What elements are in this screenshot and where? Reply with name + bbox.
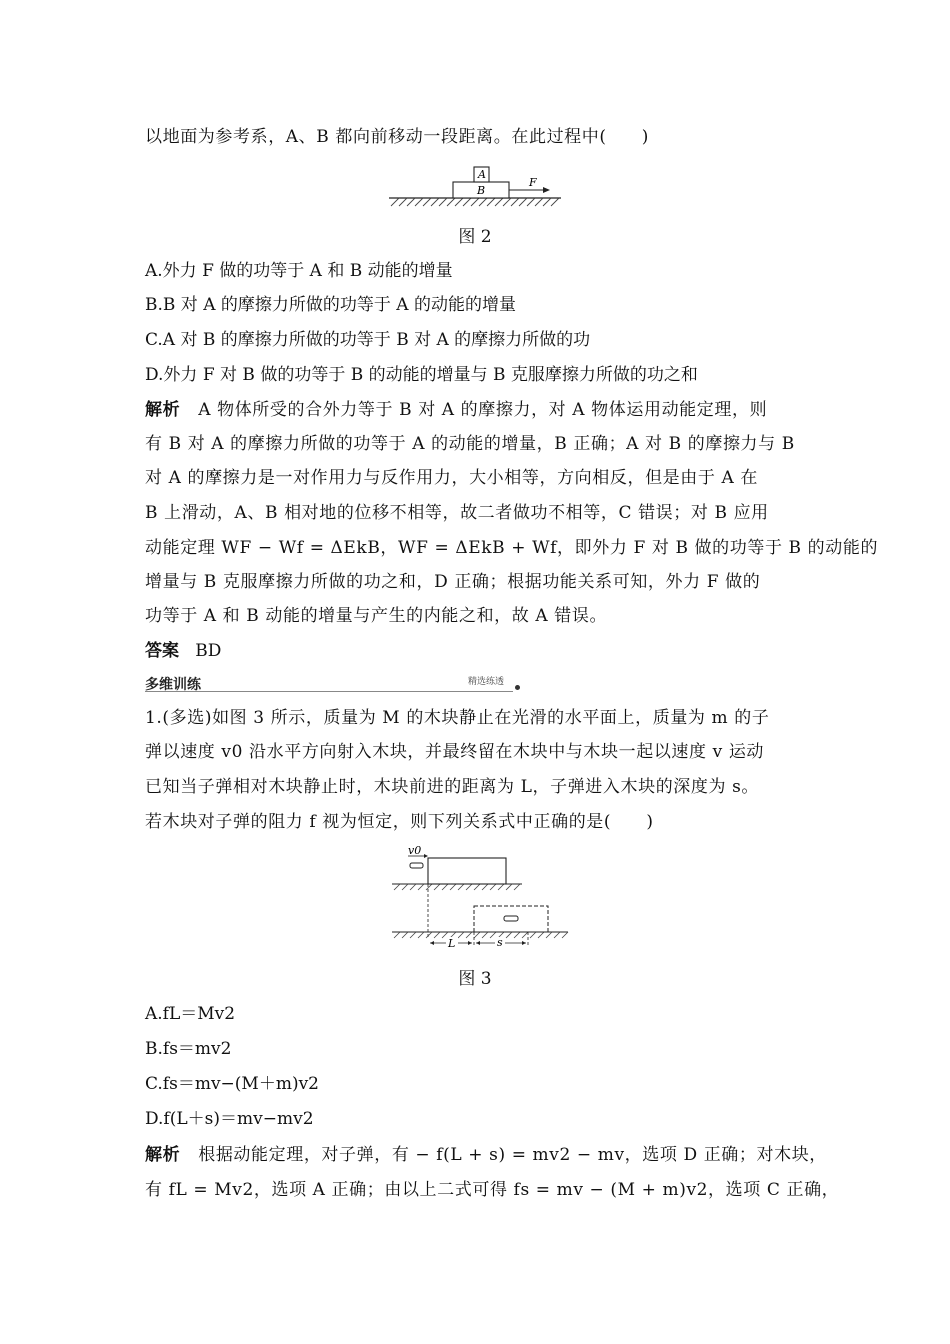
wood-block-initial xyxy=(428,858,506,884)
option-d: D.外力 F 对 B 做的功等于 B 的动能的增量与 B 克服摩擦力所做的功之和 xyxy=(145,365,698,385)
analysis-line: 解析 A 物体所受的合外力等于 B 对 A 的摩擦力，对 A 物体运用动能定理，则 xyxy=(145,400,768,420)
analysis-line: 动能定理 WF − Wf = ΔEkB，WF = ΔEkB + Wf，即外力 F 对 B 做的功等于 B 的动能的 xyxy=(145,538,879,558)
label-f: F xyxy=(529,176,537,189)
analysis-label: 解析 xyxy=(145,400,181,420)
answer-value: BD xyxy=(195,641,222,661)
analysis-line: 有 fL = Mv2，选项 A 正确；由以上二式可得 fs = mv − (M + m)v2，选项 C 正确， xyxy=(145,1180,840,1200)
option-b: B.fs＝mv2 xyxy=(145,1039,232,1059)
question-2-line: 弹以速度 v0 沿水平方向射入木块，并最终留在木块中与木块一起以速度 v 运动 xyxy=(145,742,765,762)
label-a: A xyxy=(478,168,486,181)
bullet-initial xyxy=(410,863,423,868)
figure-3-caption: 图 3 xyxy=(458,969,492,989)
label-s: s xyxy=(497,936,503,949)
option-a: A.fL＝Mv2 xyxy=(145,1004,236,1024)
bullet-final xyxy=(504,916,518,921)
option-c: C.fs＝mv−(M＋m)v2 xyxy=(145,1074,320,1094)
question-2-line: 已知当子弹相对木块静止时，木块前进的距离为 L，子弹进入木块的深度为 s。 xyxy=(145,777,760,797)
analysis-line: 功等于 A 和 B 动能的增量与产生的内能之和，故 A 错误。 xyxy=(145,606,608,626)
figure-3-diagram xyxy=(390,842,570,954)
label-b: B xyxy=(477,184,486,197)
analysis-line: 有 B 对 A 的摩擦力所做的功等于 A 的动能的增量，B 正确；A 对 B 的摩擦力与 B xyxy=(145,434,795,454)
intro-text-line: 以地面为参考系，A、B 都向前移动一段距离。在此过程中( ) xyxy=(145,127,650,147)
option-d: D.f(L＋s)＝mv−mv2 xyxy=(145,1109,314,1129)
section-rule xyxy=(145,691,513,692)
option-c: C.A 对 B 的摩擦力所做的功等于 B 对 A 的摩擦力所做的功 xyxy=(145,330,591,350)
label-v0: v0 xyxy=(408,844,422,857)
option-a: A.外力 F 做的功等于 A 和 B 动能的增量 xyxy=(145,261,453,281)
answer-label: 答案 xyxy=(145,641,179,661)
answer-line xyxy=(145,640,815,662)
option-b: B.B 对 A 的摩擦力所做的功等于 A 的动能的增量 xyxy=(145,295,516,315)
section-title: 多维训练 xyxy=(145,677,201,693)
figure-2-caption: 图 2 xyxy=(458,227,492,247)
question-2-line: 若木块对子弹的阻力 f 视为恒定，则下列关系式中正确的是( ) xyxy=(145,812,654,832)
section-dot xyxy=(515,685,520,690)
section-subtitle: 精选练透 xyxy=(468,677,505,687)
figure-2-diagram xyxy=(385,162,565,212)
question-2-line: 1.(多选)如图 3 所示，质量为 M 的木块静止在光滑的水平面上，质量为 m 的子 xyxy=(145,708,770,728)
analysis-line: 解析 根据动能定理，对子弹，有 − f(L + s) = mv2 − mv，选项 D 正确；对木块， xyxy=(145,1145,827,1165)
analysis-line: 对 A 的摩擦力是一对作用力与反作用力，大小相等，方向相反，但是由于 A 在 xyxy=(145,468,758,488)
label-l: L xyxy=(448,937,456,950)
section-header xyxy=(145,672,817,696)
analysis-line: B 上滑动，A、B 相对地的位移不相等，故二者做功不相等，C 错误；对 B 应用 xyxy=(145,503,769,523)
analysis-label: 解析 xyxy=(145,1145,181,1165)
analysis-line: 增量与 B 克服摩擦力所做的功之和，D 正确；根据功能关系可知，外力 F 做的 xyxy=(145,572,761,592)
